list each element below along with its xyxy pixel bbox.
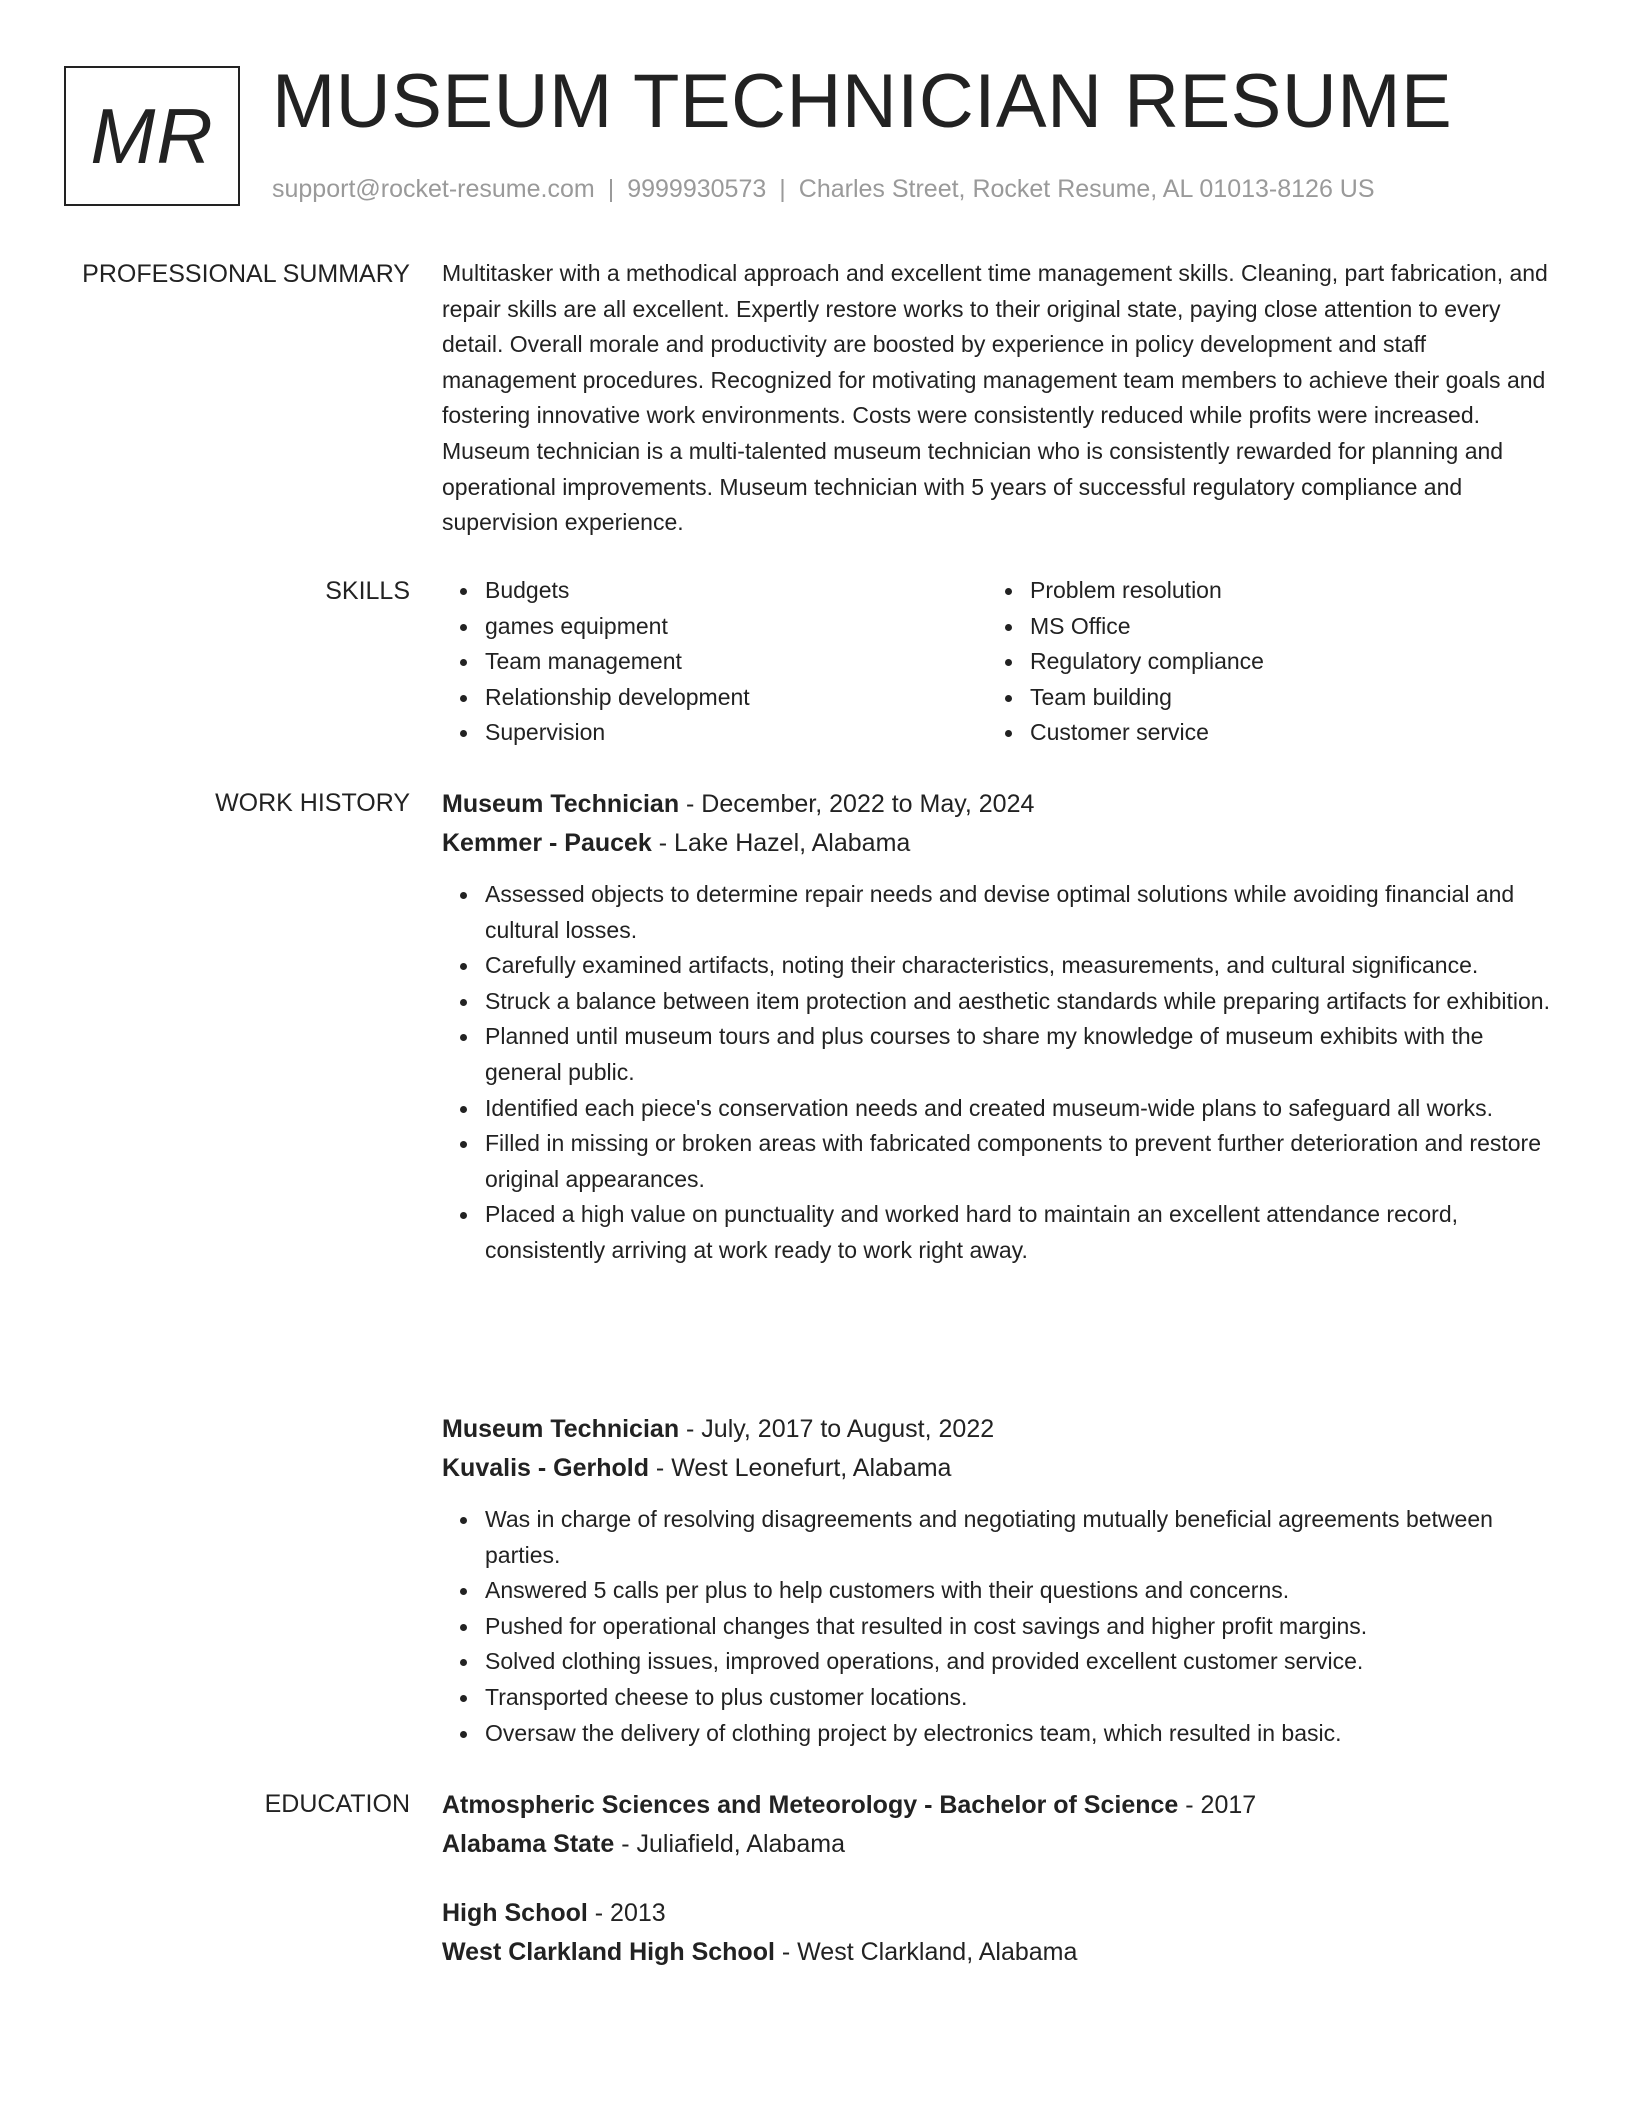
- job-bullet: Answered 5 calls per plus to help customers with their questions and concerns.: [485, 1573, 1554, 1609]
- education-school: Alabama State: [442, 1830, 615, 1858]
- job-company-line: [442, 1449, 1554, 1488]
- job-bullet: Oversaw the delivery of clothing project by electronics team, which resulted in basic.: [485, 1716, 1554, 1752]
- job-bullet: Transported cheese to plus customer locations.: [485, 1680, 1554, 1716]
- job-bullet: Struck a balance between item protection and aesthetic standards while preparing artifacts for exhibition.: [485, 984, 1554, 1020]
- skill-item: MS Office: [1030, 609, 1264, 645]
- job-bullet: Solved clothing issues, improved operations, and provided excellent customer service.: [485, 1644, 1554, 1680]
- job-bullet: Was in charge of resolving disagreements and negotiating mutually beneficial agreements between parties.: [485, 1502, 1554, 1573]
- skill-item: Supervision: [485, 715, 750, 751]
- job-bullet: Carefully examined artifacts, noting their characteristics, measurements, and cultural significance.: [485, 948, 1554, 984]
- job-company: Kuvalis - Gerhold: [442, 1454, 649, 1482]
- education-location: - Juliafield, Alabama: [614, 1830, 845, 1858]
- job-dates: - December, 2022 to May, 2024: [679, 790, 1035, 818]
- job-title-line: [442, 785, 1554, 824]
- skill-item: Problem resolution: [1030, 573, 1264, 609]
- contact-line: [272, 174, 1375, 204]
- job-dates: - July, 2017 to August, 2022: [679, 1415, 995, 1443]
- education-school-line: [442, 1825, 1554, 1864]
- contact-address: Charles Street, Rocket Resume, AL 01013-8126 US: [798, 175, 1375, 203]
- job-bullets: [442, 877, 1554, 1269]
- education-year: - 2013: [587, 1899, 666, 1927]
- skill-item: games equipment: [485, 609, 750, 645]
- job-bullets: [442, 1502, 1554, 1751]
- job-bullet: Identified each piece's conservation needs and created museum-wide plans to safeguard all works.: [485, 1091, 1554, 1127]
- education-school-line: [442, 1933, 1554, 1972]
- job-location: - West Leonefurt, Alabama: [648, 1454, 952, 1482]
- job-entry: [442, 1410, 1554, 1751]
- summary-text: Multitasker with a methodical approach and excellent time management skills. Cleaning, part fabrication, and repair skills are all excellent. Expertly restore works to their original state, paying close attention to every detail. Overall morale and productivity are boosted by experience in policy development and staff management procedures. Recognized for motivating management team members to achieve their goals and fostering innovative work environments. Costs were consistently reduced while profits were increased. Museum technician is a multi-talented museum technician who is consistently rewarded for planning and operational improvements. Museum technician with 5 years of successful regulatory compliance and supervision experience.: [442, 260, 1548, 536]
- summary-body: [442, 256, 1554, 541]
- job-title-line: [442, 1410, 1554, 1449]
- skill-item: Team management: [485, 644, 750, 680]
- skill-item: Relationship development: [485, 680, 750, 716]
- job-bullet: Pushed for operational changes that resulted in cost savings and higher profit margins.: [485, 1609, 1554, 1645]
- skill-item: Budgets: [485, 573, 750, 609]
- skill-item: Customer service: [1030, 715, 1264, 751]
- job-bullet: Assessed objects to determine repair needs and devise optimal solutions while avoiding financial and cultural losses.: [485, 877, 1554, 948]
- education-entry: [442, 1894, 1554, 1972]
- education-entry: [442, 1786, 1554, 1864]
- job-role: Museum Technician: [442, 1415, 680, 1443]
- monogram-logo: MR: [64, 66, 240, 206]
- education-degree: Atmospheric Sciences and Meteorology - Bachelor of Science: [442, 1791, 1179, 1819]
- education-degree-line: [442, 1894, 1554, 1933]
- education-year: - 2017: [1178, 1791, 1257, 1819]
- section-title-education: EDUCATION: [264, 1790, 410, 1818]
- section-title-skills: SKILLS: [325, 577, 410, 605]
- education-location: - West Clarkland, Alabama: [774, 1938, 1078, 1966]
- job-company-line: [442, 824, 1554, 863]
- contact-phone[interactable]: 9999930573: [627, 175, 767, 203]
- education-degree-line: [442, 1786, 1554, 1825]
- skills-list-right: [987, 573, 1264, 751]
- resume-title: MUSEUM TECHNICIAN RESUME: [272, 59, 1453, 144]
- job-bullet: Placed a high value on punctuality and worked hard to maintain an excellent attendance record, consistently arriving at work ready to work right away.: [485, 1197, 1554, 1268]
- skills-list-left: [442, 573, 750, 751]
- job-bullet: Planned until museum tours and plus courses to share my knowledge of museum exhibits with the general public.: [485, 1019, 1554, 1090]
- job-role: Museum Technician: [442, 790, 680, 818]
- section-title-work-history: WORK HISTORY: [215, 789, 410, 817]
- skill-item: Team building: [1030, 680, 1264, 716]
- job-bullet: Filled in missing or broken areas with fabricated components to prevent further deterioration and restore original appearances.: [485, 1126, 1554, 1197]
- contact-email[interactable]: support@rocket-resume.com: [272, 175, 595, 203]
- contact-separator: |: [607, 175, 615, 203]
- contact-separator: |: [779, 175, 786, 203]
- education-degree: High School: [442, 1899, 588, 1927]
- skill-item: Regulatory compliance: [1030, 644, 1264, 680]
- education-school: West Clarkland High School: [442, 1938, 775, 1966]
- job-entry: [442, 785, 1554, 1269]
- job-location: - Lake Hazel, Alabama: [651, 829, 911, 857]
- job-company: Kemmer - Paucek: [442, 829, 652, 857]
- section-title-summary: PROFESSIONAL SUMMARY: [82, 260, 410, 288]
